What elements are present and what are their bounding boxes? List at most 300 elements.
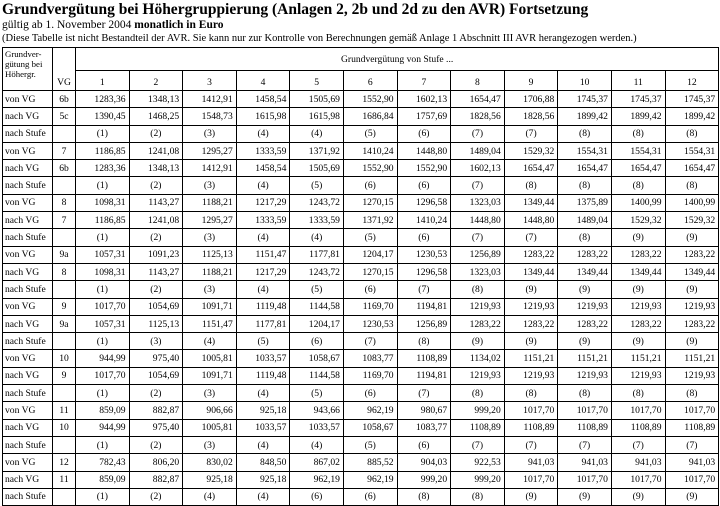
- salary-cell: 925,18: [236, 402, 290, 419]
- stufe-cell: (2): [129, 229, 183, 246]
- salary-cell: 1243,72: [290, 194, 344, 211]
- table-row-stufe: [3, 125, 719, 142]
- salary-cell: 1194,81: [397, 367, 451, 384]
- row-label: nach VG: [3, 471, 53, 488]
- salary-cell: 1017,70: [558, 471, 612, 488]
- row-label: nach Stufe: [3, 385, 53, 402]
- salary-cell: 1371,92: [290, 142, 344, 159]
- corner-line-1: Grundver-: [5, 49, 42, 59]
- stufe-cell: (4): [236, 488, 290, 505]
- salary-cell: 806,20: [129, 454, 183, 471]
- salary-cell: 1151,21: [611, 350, 665, 367]
- column-header-stufe: 2: [129, 71, 183, 91]
- table-header-row: [3, 48, 719, 71]
- stufe-cell: (9): [665, 333, 719, 350]
- salary-cell: 1151,47: [183, 315, 237, 332]
- table-row-nach: [3, 108, 719, 125]
- stufe-cell: (7): [451, 436, 505, 453]
- stufe-cell: (5): [236, 333, 290, 350]
- salary-cell: 1017,70: [558, 402, 612, 419]
- stufe-cell: (1): [76, 125, 130, 142]
- salary-cell: 1119,48: [236, 298, 290, 315]
- stufe-cell: (7): [343, 333, 397, 350]
- stufe-cell: (9): [611, 281, 665, 298]
- stufe-cell: (6): [343, 488, 397, 505]
- vg-cell: 11: [53, 402, 76, 419]
- salary-cell: 1745,37: [558, 91, 612, 108]
- salary-cell: 1283,22: [558, 315, 612, 332]
- stufe-cell: (3): [183, 281, 237, 298]
- salary-cell: 1017,70: [76, 298, 130, 315]
- salary-cell: 1333,59: [236, 212, 290, 229]
- salary-cell: 1448,80: [504, 212, 558, 229]
- table-row-nach: [3, 160, 719, 177]
- salary-cell: 1615,98: [236, 108, 290, 125]
- stufe-cell: (3): [183, 385, 237, 402]
- stufe-cell: (4): [183, 333, 237, 350]
- column-header-stufe: 12: [665, 71, 719, 91]
- salary-cell: 1489,04: [451, 142, 505, 159]
- salary-cell: 1177,81: [290, 246, 344, 263]
- stufe-cell: (7): [451, 125, 505, 142]
- vg-cell: 9: [53, 298, 76, 315]
- stufe-cell: (4): [236, 385, 290, 402]
- salary-cell: 1230,53: [343, 315, 397, 332]
- stufe-cell: (3): [129, 333, 183, 350]
- stufe-cell: (8): [611, 125, 665, 142]
- table-row-von: [3, 142, 719, 159]
- stufe-cell: (4): [183, 488, 237, 505]
- vg-cell: [53, 385, 76, 402]
- stufe-cell: (8): [451, 385, 505, 402]
- salary-cell: 1706,88: [504, 91, 558, 108]
- table-row-nach: [3, 367, 719, 384]
- salary-cell: 1005,81: [183, 419, 237, 436]
- salary-cell: 1219,93: [451, 298, 505, 315]
- stufe-cell: (1): [76, 436, 130, 453]
- stufe-cell: (4): [236, 177, 290, 194]
- salary-cell: 1602,13: [397, 91, 451, 108]
- vg-cell: [53, 333, 76, 350]
- salary-cell: 1119,48: [236, 367, 290, 384]
- stufe-cell: (3): [183, 177, 237, 194]
- table-row-stufe: [3, 229, 719, 246]
- table-row-von: [3, 298, 719, 315]
- stufe-cell: (5): [290, 281, 344, 298]
- stufe-cell: (7): [504, 229, 558, 246]
- salary-cell: 1828,56: [504, 108, 558, 125]
- stufe-cell: (5): [290, 385, 344, 402]
- salary-cell: 925,18: [183, 471, 237, 488]
- vg-cell: 7: [53, 212, 76, 229]
- salary-cell: 925,18: [236, 471, 290, 488]
- salary-cell: 1529,32: [611, 212, 665, 229]
- salary-cell: 1686,84: [343, 108, 397, 125]
- salary-cell: 1144,58: [290, 367, 344, 384]
- salary-cell: 1143,27: [129, 194, 183, 211]
- stufe-cell: (6): [397, 177, 451, 194]
- salary-cell: 1323,03: [451, 194, 505, 211]
- salary-cell: 1283,22: [665, 246, 719, 263]
- salary-cell: 1098,31: [76, 263, 130, 280]
- salary-cell: 1243,72: [290, 263, 344, 280]
- salary-cell: 1552,90: [397, 160, 451, 177]
- salary-cell: 944,99: [76, 350, 130, 367]
- salary-cell: 1083,77: [343, 350, 397, 367]
- salary-cell: 1125,13: [183, 246, 237, 263]
- vg-cell: 10: [53, 350, 76, 367]
- corner-line-3: Höhergr.: [5, 69, 36, 79]
- salary-cell: 1828,56: [451, 108, 505, 125]
- salary-cell: 1552,90: [343, 91, 397, 108]
- validity-line: [2, 19, 718, 32]
- stufe-cell: (8): [558, 229, 612, 246]
- stufe-cell: (7): [504, 436, 558, 453]
- row-label: von VG: [3, 91, 53, 108]
- vg-cell: 8: [53, 194, 76, 211]
- table-row-stufe: [3, 281, 719, 298]
- row-label: nach VG: [3, 419, 53, 436]
- salary-cell: 1349,44: [665, 263, 719, 280]
- salary-cell: 1410,24: [397, 212, 451, 229]
- stufe-cell: (6): [343, 281, 397, 298]
- salary-cell: 1554,31: [558, 142, 612, 159]
- stufe-cell: (9): [611, 333, 665, 350]
- salary-cell: 1295,27: [183, 212, 237, 229]
- salary-cell: 782,43: [76, 454, 130, 471]
- salary-cell: 1529,32: [504, 142, 558, 159]
- salary-cell: 1349,44: [504, 263, 558, 280]
- salary-cell: 941,03: [504, 454, 558, 471]
- salary-cell: 1194,81: [397, 298, 451, 315]
- salary-cell: 1230,53: [397, 246, 451, 263]
- vg-cell: 12: [53, 454, 76, 471]
- salary-cell: 1186,85: [76, 212, 130, 229]
- stufe-cell: (8): [451, 488, 505, 505]
- salary-cell: 1054,69: [129, 298, 183, 315]
- salary-cell: 1108,89: [504, 419, 558, 436]
- salary-cell: 980,67: [397, 402, 451, 419]
- salary-cell: 1283,36: [76, 160, 130, 177]
- table-row-nach: [3, 315, 719, 332]
- stufe-cell: (7): [451, 229, 505, 246]
- stufe-cell: (1): [76, 229, 130, 246]
- salary-cell: 1217,29: [236, 194, 290, 211]
- stufe-cell: (8): [558, 385, 612, 402]
- stufe-cell: (8): [397, 333, 451, 350]
- stufe-cell: (2): [129, 281, 183, 298]
- row-label: von VG: [3, 142, 53, 159]
- salary-cell: 1410,24: [343, 142, 397, 159]
- salary-cell: 1143,27: [129, 263, 183, 280]
- column-header-stufe: 8: [451, 71, 505, 91]
- salary-cell: 1217,29: [236, 263, 290, 280]
- salary-cell: 962,19: [343, 471, 397, 488]
- stufe-cell: (5): [343, 229, 397, 246]
- salary-cell: 1219,93: [611, 298, 665, 315]
- salary-cell: 1219,93: [665, 367, 719, 384]
- salary-cell: 1204,17: [290, 315, 344, 332]
- salary-cell: 1400,99: [665, 194, 719, 211]
- salary-cell: 1219,93: [504, 298, 558, 315]
- salary-cell: 1468,25: [129, 108, 183, 125]
- salary-cell: 1151,21: [504, 350, 558, 367]
- salary-cell: 1091,71: [183, 367, 237, 384]
- salary-cell: 1757,69: [397, 108, 451, 125]
- row-label: nach VG: [3, 160, 53, 177]
- salary-cell: 1602,13: [451, 160, 505, 177]
- salary-cell: 1745,37: [665, 91, 719, 108]
- column-header-stufe: 1: [76, 71, 130, 91]
- row-label: von VG: [3, 246, 53, 263]
- salary-cell: 999,20: [451, 402, 505, 419]
- stufe-cell: (6): [397, 436, 451, 453]
- vg-cell: 11: [53, 471, 76, 488]
- table-row-nach: [3, 263, 719, 280]
- stufe-cell: (4): [290, 229, 344, 246]
- stufe-cell: (7): [504, 125, 558, 142]
- stufe-cell: (3): [183, 125, 237, 142]
- row-label: von VG: [3, 454, 53, 471]
- stufe-cell: (4): [236, 229, 290, 246]
- row-label: nach VG: [3, 212, 53, 229]
- salary-cell: 1054,69: [129, 367, 183, 384]
- salary-cell: 1057,31: [76, 315, 130, 332]
- stufe-cell: (9): [504, 488, 558, 505]
- salary-cell: 1057,31: [76, 246, 130, 263]
- vg-header: VG: [53, 48, 76, 91]
- salary-cell: 1323,03: [451, 263, 505, 280]
- salary-cell: 944,99: [76, 419, 130, 436]
- salary-cell: 1017,70: [611, 471, 665, 488]
- salary-cell: 1283,36: [76, 91, 130, 108]
- table-row-stufe: [3, 385, 719, 402]
- salary-cell: 1134,02: [451, 350, 505, 367]
- stufe-cell: (8): [665, 385, 719, 402]
- stufe-cell: (7): [665, 436, 719, 453]
- vg-cell: 5c: [53, 108, 76, 125]
- salary-cell: 1554,31: [665, 142, 719, 159]
- salary-cell: 1098,31: [76, 194, 130, 211]
- column-header-stufe: 3: [183, 71, 237, 91]
- stufe-cell: (2): [129, 125, 183, 142]
- salary-cell: 1125,13: [129, 315, 183, 332]
- salary-cell: 1144,58: [290, 298, 344, 315]
- validity-date: gültig ab 1. November 2004: [2, 19, 135, 31]
- column-header-stufe: 4: [236, 71, 290, 91]
- salary-cell: 1033,57: [290, 419, 344, 436]
- salary-cell: 1017,70: [504, 471, 558, 488]
- table-row-stufe: [3, 333, 719, 350]
- salary-cell: 1552,90: [343, 160, 397, 177]
- row-label: von VG: [3, 350, 53, 367]
- table-row-von: [3, 454, 719, 471]
- salary-cell: 1256,89: [397, 315, 451, 332]
- salary-cell: 1654,47: [665, 160, 719, 177]
- stufe-cell: (9): [611, 488, 665, 505]
- salary-cell: 962,19: [343, 402, 397, 419]
- stufe-cell: (6): [397, 125, 451, 142]
- stufe-cell: (2): [129, 436, 183, 453]
- stufe-cell: (2): [129, 488, 183, 505]
- salary-cell: 1219,93: [558, 367, 612, 384]
- table-row-stufe: [3, 436, 719, 453]
- stufe-cell: (6): [397, 229, 451, 246]
- row-label: nach Stufe: [3, 281, 53, 298]
- column-header-stufe: 6: [343, 71, 397, 91]
- stufe-cell: (8): [558, 125, 612, 142]
- vg-cell: 6b: [53, 91, 76, 108]
- stufe-cell: (4): [290, 125, 344, 142]
- salary-cell: 1108,89: [451, 419, 505, 436]
- salary-cell: 1033,57: [236, 419, 290, 436]
- stufe-cell: (7): [451, 177, 505, 194]
- stufe-cell: (1): [76, 333, 130, 350]
- salary-cell: 1005,81: [183, 350, 237, 367]
- table-body: [3, 91, 719, 506]
- salary-cell: 882,87: [129, 402, 183, 419]
- stufe-cell: (8): [397, 488, 451, 505]
- salary-cell: 1412,91: [183, 160, 237, 177]
- table-row-nach: [3, 471, 719, 488]
- vg-cell: 7: [53, 142, 76, 159]
- salary-cell: 1283,22: [558, 246, 612, 263]
- stufe-cell: (6): [343, 177, 397, 194]
- salary-cell: 1017,70: [665, 402, 719, 419]
- salary-cell: 1333,59: [236, 142, 290, 159]
- salary-cell: 1505,69: [290, 91, 344, 108]
- stufe-cell: (3): [183, 229, 237, 246]
- stufe-cell: (8): [611, 385, 665, 402]
- salary-cell: 1745,37: [611, 91, 665, 108]
- stufe-cell: (4): [236, 125, 290, 142]
- salary-cell: 1083,77: [397, 419, 451, 436]
- salary-cell: 1548,73: [183, 108, 237, 125]
- salary-cell: 859,09: [76, 402, 130, 419]
- salary-cell: 867,02: [290, 454, 344, 471]
- salary-cell: 1108,89: [558, 419, 612, 436]
- stufe-cell: (1): [76, 385, 130, 402]
- table-row-von: [3, 246, 719, 263]
- table-row-stufe: [3, 177, 719, 194]
- row-label: nach Stufe: [3, 333, 53, 350]
- table-row-von: [3, 350, 719, 367]
- salary-cell: 1348,13: [129, 91, 183, 108]
- salary-cell: 1448,80: [397, 142, 451, 159]
- salary-cell: 1654,47: [504, 160, 558, 177]
- stufe-cell: (9): [665, 229, 719, 246]
- salary-cell: 1219,93: [665, 298, 719, 315]
- salary-cell: 1188,21: [183, 263, 237, 280]
- column-number-row: [3, 71, 719, 91]
- table-row-nach: [3, 419, 719, 436]
- stufe-cell: (5): [343, 125, 397, 142]
- row-label: nach VG: [3, 367, 53, 384]
- salary-cell: 1899,42: [558, 108, 612, 125]
- stufe-cell: (9): [665, 281, 719, 298]
- row-label: nach Stufe: [3, 125, 53, 142]
- row-label: nach Stufe: [3, 177, 53, 194]
- stufe-cell: (3): [183, 436, 237, 453]
- vg-cell: 6b: [53, 160, 76, 177]
- corner-line-2: gütung bei: [5, 59, 43, 69]
- salary-cell: 1390,45: [76, 108, 130, 125]
- column-header-stufe: 9: [504, 71, 558, 91]
- vg-cell: 9a: [53, 246, 76, 263]
- stufe-cell: (8): [558, 177, 612, 194]
- salary-cell: 941,03: [665, 454, 719, 471]
- salary-cell: 1241,08: [129, 142, 183, 159]
- salary-cell: 1283,22: [504, 246, 558, 263]
- salary-cell: 1256,89: [451, 246, 505, 263]
- column-header-stufe: 10: [558, 71, 612, 91]
- vg-cell: 9: [53, 367, 76, 384]
- salary-cell: 1091,23: [129, 246, 183, 263]
- stufe-cell: (7): [397, 281, 451, 298]
- salary-cell: 1529,32: [665, 212, 719, 229]
- stufe-cell: (6): [343, 385, 397, 402]
- salary-cell: 904,03: [397, 454, 451, 471]
- salary-cell: 1188,21: [183, 194, 237, 211]
- stufe-cell: (1): [76, 488, 130, 505]
- salary-cell: 1058,67: [290, 350, 344, 367]
- salary-cell: 1412,91: [183, 91, 237, 108]
- table-row-von: [3, 402, 719, 419]
- salary-cell: 999,20: [397, 471, 451, 488]
- table-row-von: [3, 194, 719, 211]
- salary-cell: 1241,08: [129, 212, 183, 229]
- salary-cell: 1108,89: [611, 419, 665, 436]
- salary-cell: 1283,22: [504, 315, 558, 332]
- table-row-stufe: [3, 488, 719, 505]
- salary-cell: 1204,17: [343, 246, 397, 263]
- vg-cell: [53, 281, 76, 298]
- stufe-cell: (9): [558, 333, 612, 350]
- stufe-cell: (8): [611, 177, 665, 194]
- salary-cell: 1017,70: [76, 367, 130, 384]
- salary-cell: 1219,93: [611, 367, 665, 384]
- salary-cell: 1270,15: [343, 263, 397, 280]
- page-title: Grundvergütung bei Höhergruppierung (Anlagen 2, 2b und 2d zu den AVR) Fortsetzung: [2, 1, 589, 18]
- salary-cell: 1371,92: [343, 212, 397, 229]
- stufe-cell: (9): [558, 281, 612, 298]
- salary-cell: 1283,22: [665, 315, 719, 332]
- row-label: von VG: [3, 298, 53, 315]
- salary-cell: 1458,54: [236, 160, 290, 177]
- salary-cell: 1186,85: [76, 142, 130, 159]
- salary-cell: 1219,93: [558, 298, 612, 315]
- stufe-cell: (9): [451, 333, 505, 350]
- salary-cell: 922,53: [451, 454, 505, 471]
- salary-cell: 830,02: [183, 454, 237, 471]
- row-label: nach Stufe: [3, 229, 53, 246]
- stufe-cell: (8): [665, 177, 719, 194]
- salary-cell: 1151,21: [558, 350, 612, 367]
- vg-cell: [53, 229, 76, 246]
- salary-cell: 1151,21: [665, 350, 719, 367]
- salary-cell: 1017,70: [611, 402, 665, 419]
- salary-cell: 906,66: [183, 402, 237, 419]
- salary-cell: 1349,44: [504, 194, 558, 211]
- stufe-cell: (9): [665, 488, 719, 505]
- column-header-stufe: 7: [397, 71, 451, 91]
- column-header-stufe: 11: [611, 71, 665, 91]
- salary-cell: 1654,47: [611, 160, 665, 177]
- salary-cell: 1108,89: [397, 350, 451, 367]
- stufe-cell: (9): [504, 333, 558, 350]
- salary-cell: 1283,22: [451, 315, 505, 332]
- salary-cell: 1295,27: [183, 142, 237, 159]
